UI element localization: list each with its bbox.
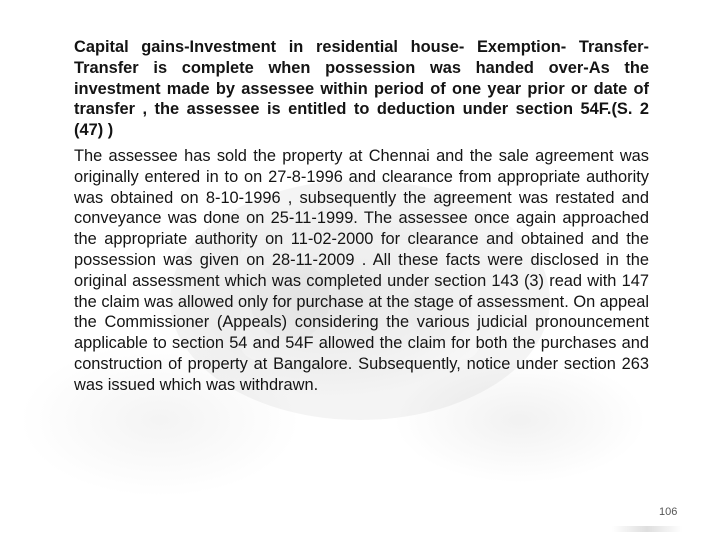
case-heading: Capital gains-Investment in residential house- Exemption- Transfer- Transfer is complete when possession was handed over-As the investment made by assessee within period of one year prior or date of transfer , the assessee is entitled to deduction under section 54F.(S. 2 (47) ) (74, 38, 649, 140)
slide-text-block (74, 37, 649, 396)
page-number: 106 (659, 506, 678, 518)
footer-watermark (612, 526, 682, 532)
case-description: The assessee has sold the property at Chennai and the sale agreement was originally entered in to on 27-8-1996 and clearance from appropriate authority was obtained on 8-10-1996 , subsequently the agreement was restated and conveyance was done on 25-11-1999. The assessee once again approached the appropriate authority on 11-02-2000 for clearance and obtained and the possession was given on 28-11-2009 . All these facts were disclosed in the original assessment which was completed under section 143 (3) read with 147 the claim was allowed only for purchase at the stage of assessment. On appeal the Commissioner (Appeals) considering the various judicial pronouncement applicable to section 54 and 54F allowed the claim for both the purchases and construction of property at Bangalore. Subsequently, notice under section 263 was issued which was withdrawn. (74, 146, 649, 394)
